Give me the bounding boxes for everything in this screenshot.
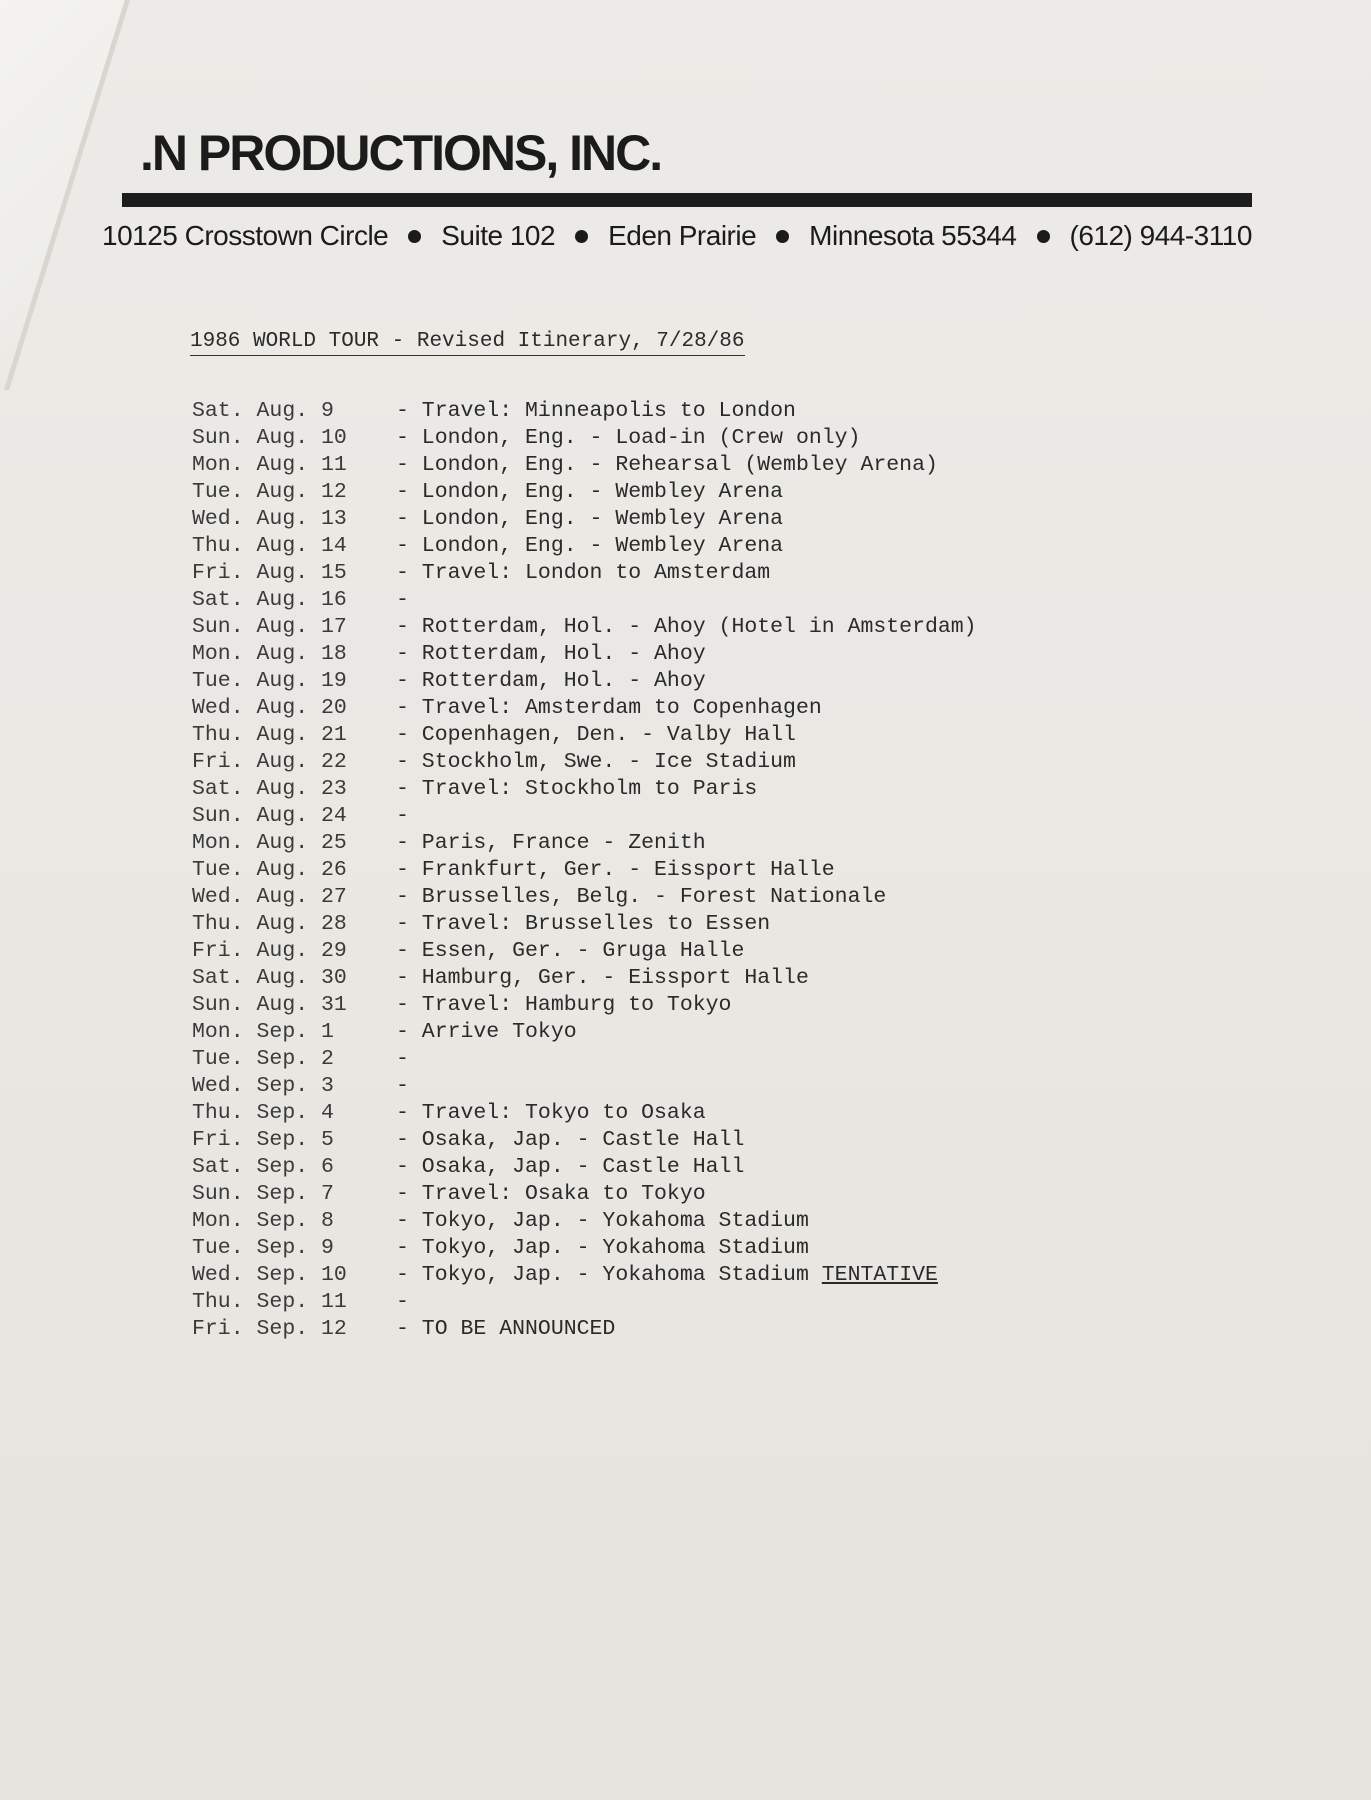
itinerary-row — [192, 803, 977, 830]
itinerary-description: Osaka, Jap. - Castle Hall — [421, 1128, 745, 1152]
itinerary-date: Tue. Aug. 26 — [192, 858, 347, 882]
itinerary-date: Thu. Sep. 11 — [192, 1290, 347, 1314]
itinerary-row — [192, 1100, 977, 1127]
itinerary-row — [192, 884, 977, 911]
itinerary-row — [192, 398, 977, 425]
itinerary-dash: - — [396, 1236, 409, 1260]
itinerary-date: Wed. Aug. 13 — [192, 507, 347, 531]
itinerary-date: Mon. Aug. 11 — [192, 453, 347, 477]
itinerary-date: Mon. Aug. 25 — [192, 831, 347, 855]
itinerary-row — [192, 587, 977, 614]
itinerary-row — [192, 1289, 977, 1316]
itinerary-row — [192, 1127, 977, 1154]
letterhead-rule — [122, 193, 1252, 207]
itinerary-date: Sun. Aug. 24 — [192, 804, 347, 828]
itinerary-dash: - — [396, 858, 409, 882]
itinerary-dash: - — [396, 534, 409, 558]
itinerary-row — [192, 668, 977, 695]
itinerary-date: Sat. Aug. 23 — [192, 777, 347, 801]
itinerary-description: Copenhagen, Den. - Valby Hall — [421, 723, 796, 747]
itinerary-description: Paris, France - Zenith — [421, 831, 706, 855]
itinerary-date: Wed. Sep. 10 — [192, 1263, 347, 1287]
itinerary-description: Travel: Minneapolis to London — [421, 399, 796, 423]
itinerary-row — [192, 857, 977, 884]
itinerary-row — [192, 1073, 977, 1100]
itinerary-date: Fri. Sep. 12 — [192, 1317, 347, 1341]
document-title: 1986 WORLD TOUR - Revised Itinerary, 7/28/86 — [190, 330, 745, 356]
itinerary-description: Arrive Tokyo — [421, 1020, 577, 1044]
itinerary-dash: - — [396, 615, 409, 639]
itinerary-description: Rotterdam, Hol. - Ahoy (Hotel in Amsterdam) — [421, 615, 977, 639]
itinerary-row — [192, 506, 977, 533]
itinerary-row — [192, 722, 977, 749]
itinerary-description: London, Eng. - Rehearsal (Wembley Arena) — [421, 453, 938, 477]
itinerary-description: TO BE ANNOUNCED — [421, 1317, 616, 1341]
itinerary-row — [192, 830, 977, 857]
itinerary-description: Tokyo, Jap. - Yokahoma Stadium — [421, 1263, 809, 1287]
itinerary-dash: - — [396, 507, 409, 531]
itinerary-date: Fri. Aug. 15 — [192, 561, 347, 585]
itinerary-date: Tue. Aug. 19 — [192, 669, 347, 693]
itinerary-dash: - — [396, 1155, 409, 1179]
itinerary-date: Sat. Sep. 6 — [192, 1155, 334, 1179]
itinerary-description: London, Eng. - Wembley Arena — [421, 480, 784, 504]
itinerary-dash: - — [396, 669, 409, 693]
itinerary-date: Thu. Aug. 14 — [192, 534, 347, 558]
itinerary-dash: - — [396, 885, 409, 909]
itinerary-dash: - — [396, 642, 409, 666]
address-city: Eden Prairie — [608, 220, 757, 251]
itinerary-date: Fri. Sep. 5 — [192, 1128, 334, 1152]
itinerary-date: Sat. Aug. 30 — [192, 966, 347, 990]
itinerary-dash: - — [396, 1290, 409, 1314]
address-state: Minnesota 55344 — [809, 220, 1017, 251]
address-street: 10125 Crosstown Circle — [102, 220, 389, 251]
itinerary-description: London, Eng. - Wembley Arena — [421, 534, 784, 558]
itinerary-description: Stockholm, Swe. - Ice Stadium — [421, 750, 796, 774]
itinerary-date: Thu. Sep. 4 — [192, 1101, 334, 1125]
itinerary-description: Hamburg, Ger. - Eissport Halle — [421, 966, 809, 990]
bullet-icon — [408, 230, 421, 243]
itinerary-row — [192, 911, 977, 938]
itinerary-row — [192, 1235, 977, 1262]
bullet-icon — [776, 230, 789, 243]
itinerary-date: Fri. Aug. 29 — [192, 939, 347, 963]
itinerary-dash: - — [396, 480, 409, 504]
itinerary-description: Brusselles, Belg. - Forest Nationale — [421, 885, 887, 909]
itinerary-date: Mon. Aug. 18 — [192, 642, 347, 666]
itinerary-date: Wed. Aug. 27 — [192, 885, 347, 909]
address-phone: (612) 944-3110 — [1069, 220, 1252, 251]
itinerary-dash: - — [396, 939, 409, 963]
itinerary-dash: - — [396, 1182, 409, 1206]
itinerary-dash: - — [396, 966, 409, 990]
itinerary-date: Sat. Aug. 9 — [192, 399, 334, 423]
itinerary-dash: - — [396, 1074, 409, 1098]
itinerary-date: Tue. Aug. 12 — [192, 480, 347, 504]
itinerary-description: Travel: London to Amsterdam — [421, 561, 771, 585]
itinerary-row — [192, 425, 977, 452]
itinerary-dash: - — [396, 1209, 409, 1233]
itinerary-row — [192, 1262, 977, 1289]
itinerary-row — [192, 938, 977, 965]
itinerary-date: Mon. Sep. 1 — [192, 1020, 334, 1044]
itinerary-description: Osaka, Jap. - Castle Hall — [421, 1155, 745, 1179]
itinerary-row — [192, 695, 977, 722]
itinerary-row — [192, 452, 977, 479]
itinerary-dash: - — [396, 1047, 409, 1071]
itinerary-date: Sun. Sep. 7 — [192, 1182, 334, 1206]
itinerary-description: Rotterdam, Hol. - Ahoy — [421, 642, 706, 666]
itinerary-row — [192, 641, 977, 668]
itinerary-description: London, Eng. - Wembley Arena — [421, 507, 784, 531]
itinerary-date: Sat. Aug. 16 — [192, 588, 347, 612]
itinerary-dash: - — [396, 1317, 409, 1341]
itinerary-row — [192, 614, 977, 641]
itinerary-dash: - — [396, 750, 409, 774]
itinerary-dash: - — [396, 831, 409, 855]
itinerary-row — [192, 1208, 977, 1235]
itinerary-row — [192, 1316, 977, 1343]
itinerary-dash: - — [396, 777, 409, 801]
itinerary-date: Thu. Aug. 28 — [192, 912, 347, 936]
itinerary-dash: - — [396, 804, 409, 828]
itinerary-dash: - — [396, 453, 409, 477]
itinerary-note: TENTATIVE — [821, 1263, 938, 1287]
itinerary-date: Sun. Aug. 10 — [192, 426, 347, 450]
itinerary-row — [192, 749, 977, 776]
letterhead-address — [102, 220, 1252, 252]
itinerary-description: Travel: Osaka to Tokyo — [421, 1182, 706, 1206]
itinerary-description: Tokyo, Jap. - Yokahoma Stadium — [421, 1209, 809, 1233]
itinerary-dash: - — [396, 1020, 409, 1044]
itinerary-dash: - — [396, 1101, 409, 1125]
itinerary-dash: - — [396, 1128, 409, 1152]
itinerary-row — [192, 560, 977, 587]
itinerary-description: Rotterdam, Hol. - Ahoy — [421, 669, 706, 693]
itinerary-description: Travel: Brusselles to Essen — [421, 912, 771, 936]
itinerary-date: Wed. Sep. 3 — [192, 1074, 334, 1098]
itinerary-list — [192, 398, 977, 1343]
itinerary-date: Thu. Aug. 21 — [192, 723, 347, 747]
itinerary-description: Travel: Amsterdam to Copenhagen — [421, 696, 822, 720]
company-name: .N PRODUCTIONS, INC. — [140, 125, 662, 181]
bullet-icon — [1037, 230, 1050, 243]
itinerary-description: Travel: Hamburg to Tokyo — [421, 993, 732, 1017]
itinerary-dash: - — [396, 561, 409, 585]
itinerary-date: Sun. Aug. 31 — [192, 993, 347, 1017]
itinerary-description: Tokyo, Jap. - Yokahoma Stadium — [421, 1236, 809, 1260]
itinerary-dash: - — [396, 399, 409, 423]
itinerary-description: Travel: Stockholm to Paris — [421, 777, 758, 801]
itinerary-date: Fri. Aug. 22 — [192, 750, 347, 774]
itinerary-row — [192, 479, 977, 506]
itinerary-description: Essen, Ger. - Gruga Halle — [421, 939, 745, 963]
itinerary-dash: - — [396, 993, 409, 1017]
itinerary-date: Mon. Sep. 8 — [192, 1209, 334, 1233]
itinerary-row — [192, 1046, 977, 1073]
itinerary-date: Sun. Aug. 17 — [192, 615, 347, 639]
itinerary-row — [192, 965, 977, 992]
itinerary-description: Frankfurt, Ger. - Eissport Halle — [421, 858, 835, 882]
address-suite: Suite 102 — [441, 220, 556, 251]
itinerary-date: Tue. Sep. 9 — [192, 1236, 334, 1260]
itinerary-row — [192, 992, 977, 1019]
itinerary-date: Wed. Aug. 20 — [192, 696, 347, 720]
itinerary-row — [192, 776, 977, 803]
itinerary-description: London, Eng. - Load-in (Crew only) — [421, 426, 861, 450]
itinerary-dash: - — [396, 696, 409, 720]
itinerary-row — [192, 533, 977, 560]
itinerary-dash: - — [396, 588, 409, 612]
itinerary-row — [192, 1019, 977, 1046]
itinerary-dash: - — [396, 723, 409, 747]
bullet-icon — [575, 230, 588, 243]
itinerary-spacer — [809, 1262, 822, 1289]
itinerary-dash: - — [396, 426, 409, 450]
itinerary-date: Tue. Sep. 2 — [192, 1047, 334, 1071]
itinerary-row — [192, 1181, 977, 1208]
itinerary-dash: - — [396, 1263, 409, 1287]
itinerary-description: Travel: Tokyo to Osaka — [421, 1101, 706, 1125]
itinerary-dash: - — [396, 912, 409, 936]
itinerary-row — [192, 1154, 977, 1181]
